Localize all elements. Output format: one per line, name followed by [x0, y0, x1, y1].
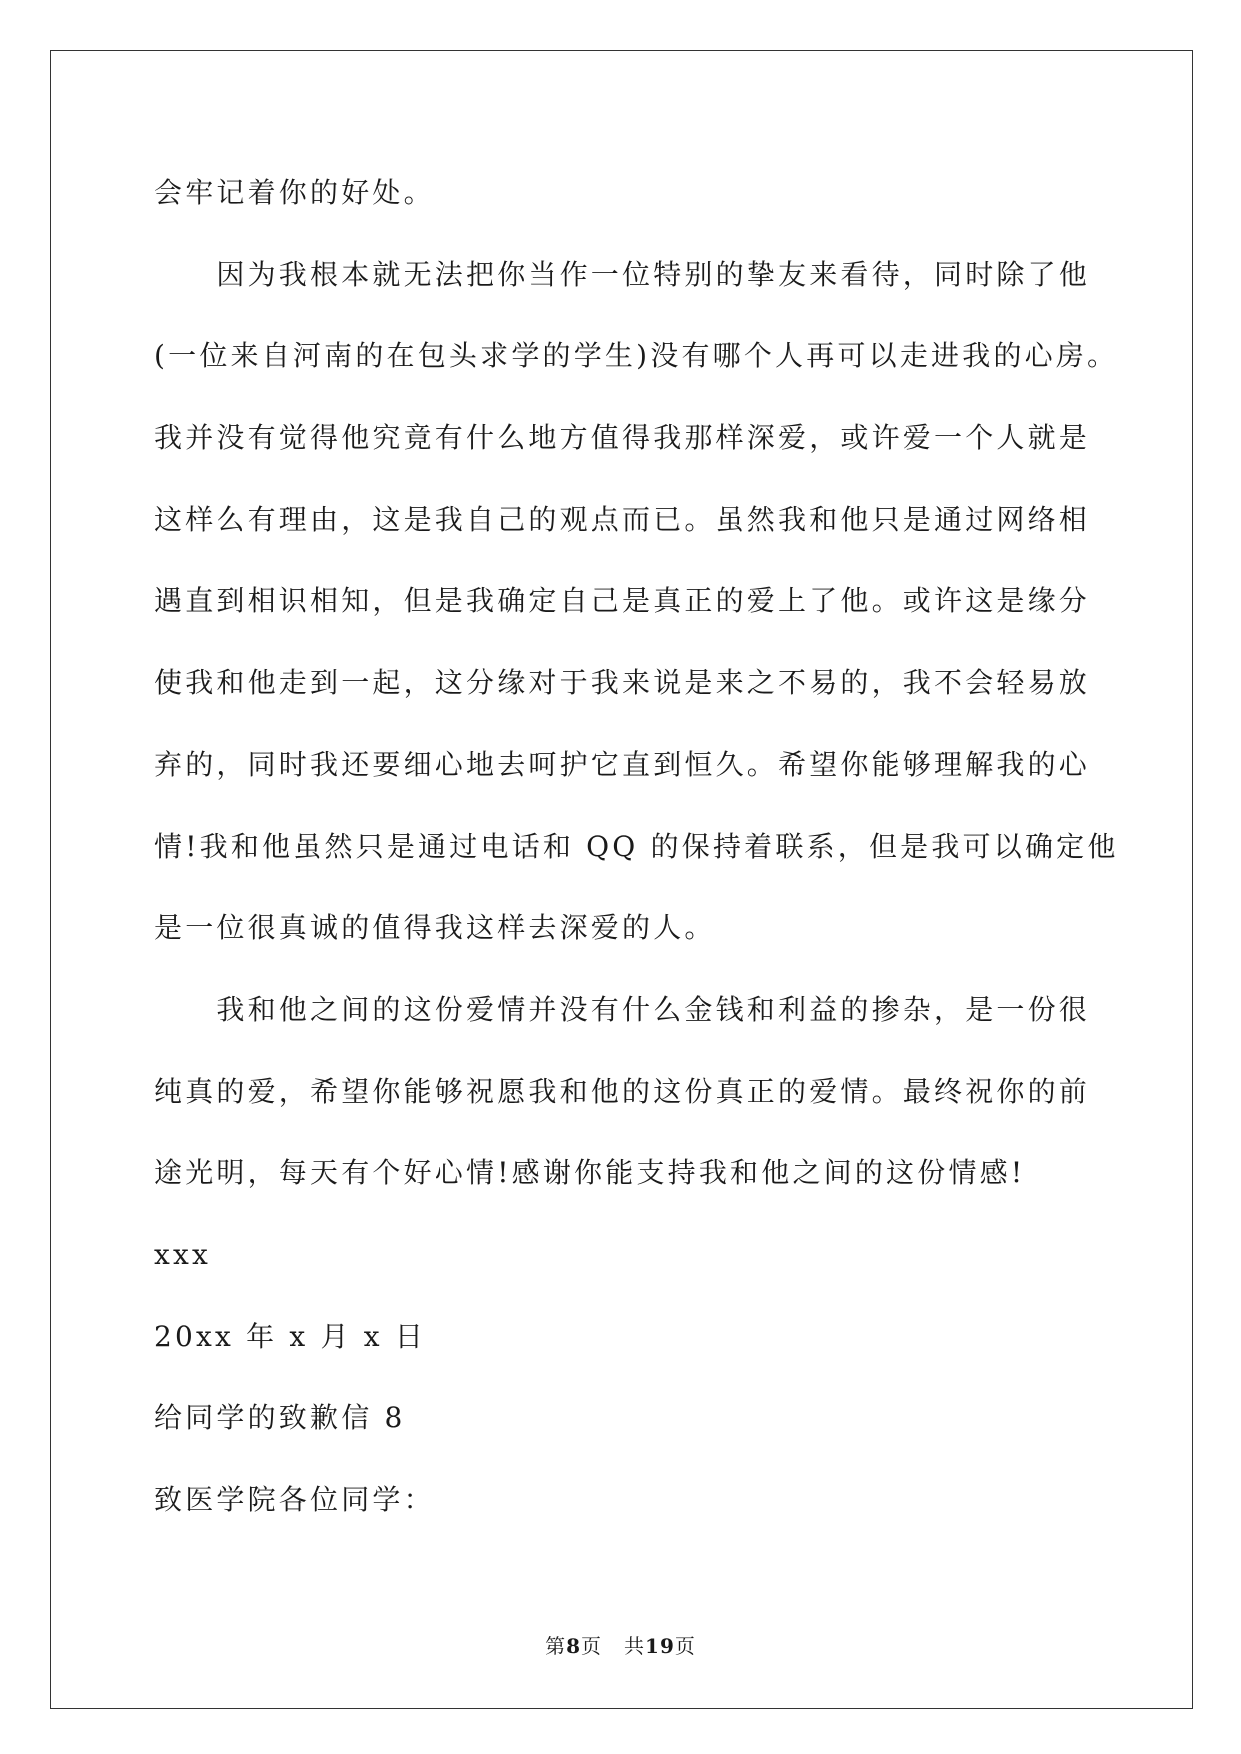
document-body: [154, 152, 1154, 1541]
body-line: 会牢记着你的好处。: [154, 176, 435, 209]
body-line: 情!我和他虽然只是通过电话和 QQ 的保持着联系，但是我可以确定他: [154, 829, 1119, 863]
section-title: 给同学的致歉信 8: [154, 1401, 406, 1435]
paragraph-start-line: 因为我根本就无法把你当作一位特别的挚友来看待，同时除了他: [216, 257, 1090, 291]
total-pages: 19: [645, 1634, 675, 1658]
salutation: 致医学院各位同学：: [154, 1483, 435, 1516]
page-suffix: 页: [581, 1634, 603, 1658]
body-line: 这样么有理由，这是我自己的观点而已。虽然我和他只是通过网络相: [154, 502, 1091, 536]
signature-name: xxx: [154, 1237, 211, 1271]
body-line: 遇直到相识相知，但是我确定自己是真正的爱上了他。或许这是缘分: [154, 584, 1091, 618]
page-prefix: 第: [545, 1634, 567, 1658]
body-line: 是一位很真诚的值得我这样去深爱的人。: [154, 911, 716, 945]
total-prefix: 共: [624, 1634, 646, 1658]
body-line: 弃的，同时我还要细心地去呵护它直到恒久。希望你能够理解我的心: [154, 747, 1091, 781]
body-line: 使我和他走到一起，这分缘对于我来说是来之不易的，我不会轻易放: [154, 666, 1091, 700]
signature-date: 20xx 年 x 月 x 日: [154, 1319, 427, 1353]
page-footer: [0, 1630, 1241, 1659]
body-line: 纯真的爱，希望你能够祝愿我和他的这份真正的爱情。最终祝你的前: [154, 1074, 1091, 1108]
body-line: 我并没有觉得他究竟有什么地方值得我那样深爱，或许爱一个人就是: [154, 421, 1091, 455]
total-suffix: 页: [674, 1634, 696, 1658]
body-line: (一位来自河南的在包头求学的学生)没有哪个人再可以走进我的心房。: [154, 339, 1119, 373]
body-line: 途光明，每天有个好心情!感谢你能支持我和他之间的这份情感!: [154, 1156, 1026, 1190]
paragraph-start-line: 我和他之间的这份爱情并没有什么金钱和利益的掺杂，是一份很: [216, 992, 1090, 1026]
page-number: 8: [566, 1634, 582, 1658]
